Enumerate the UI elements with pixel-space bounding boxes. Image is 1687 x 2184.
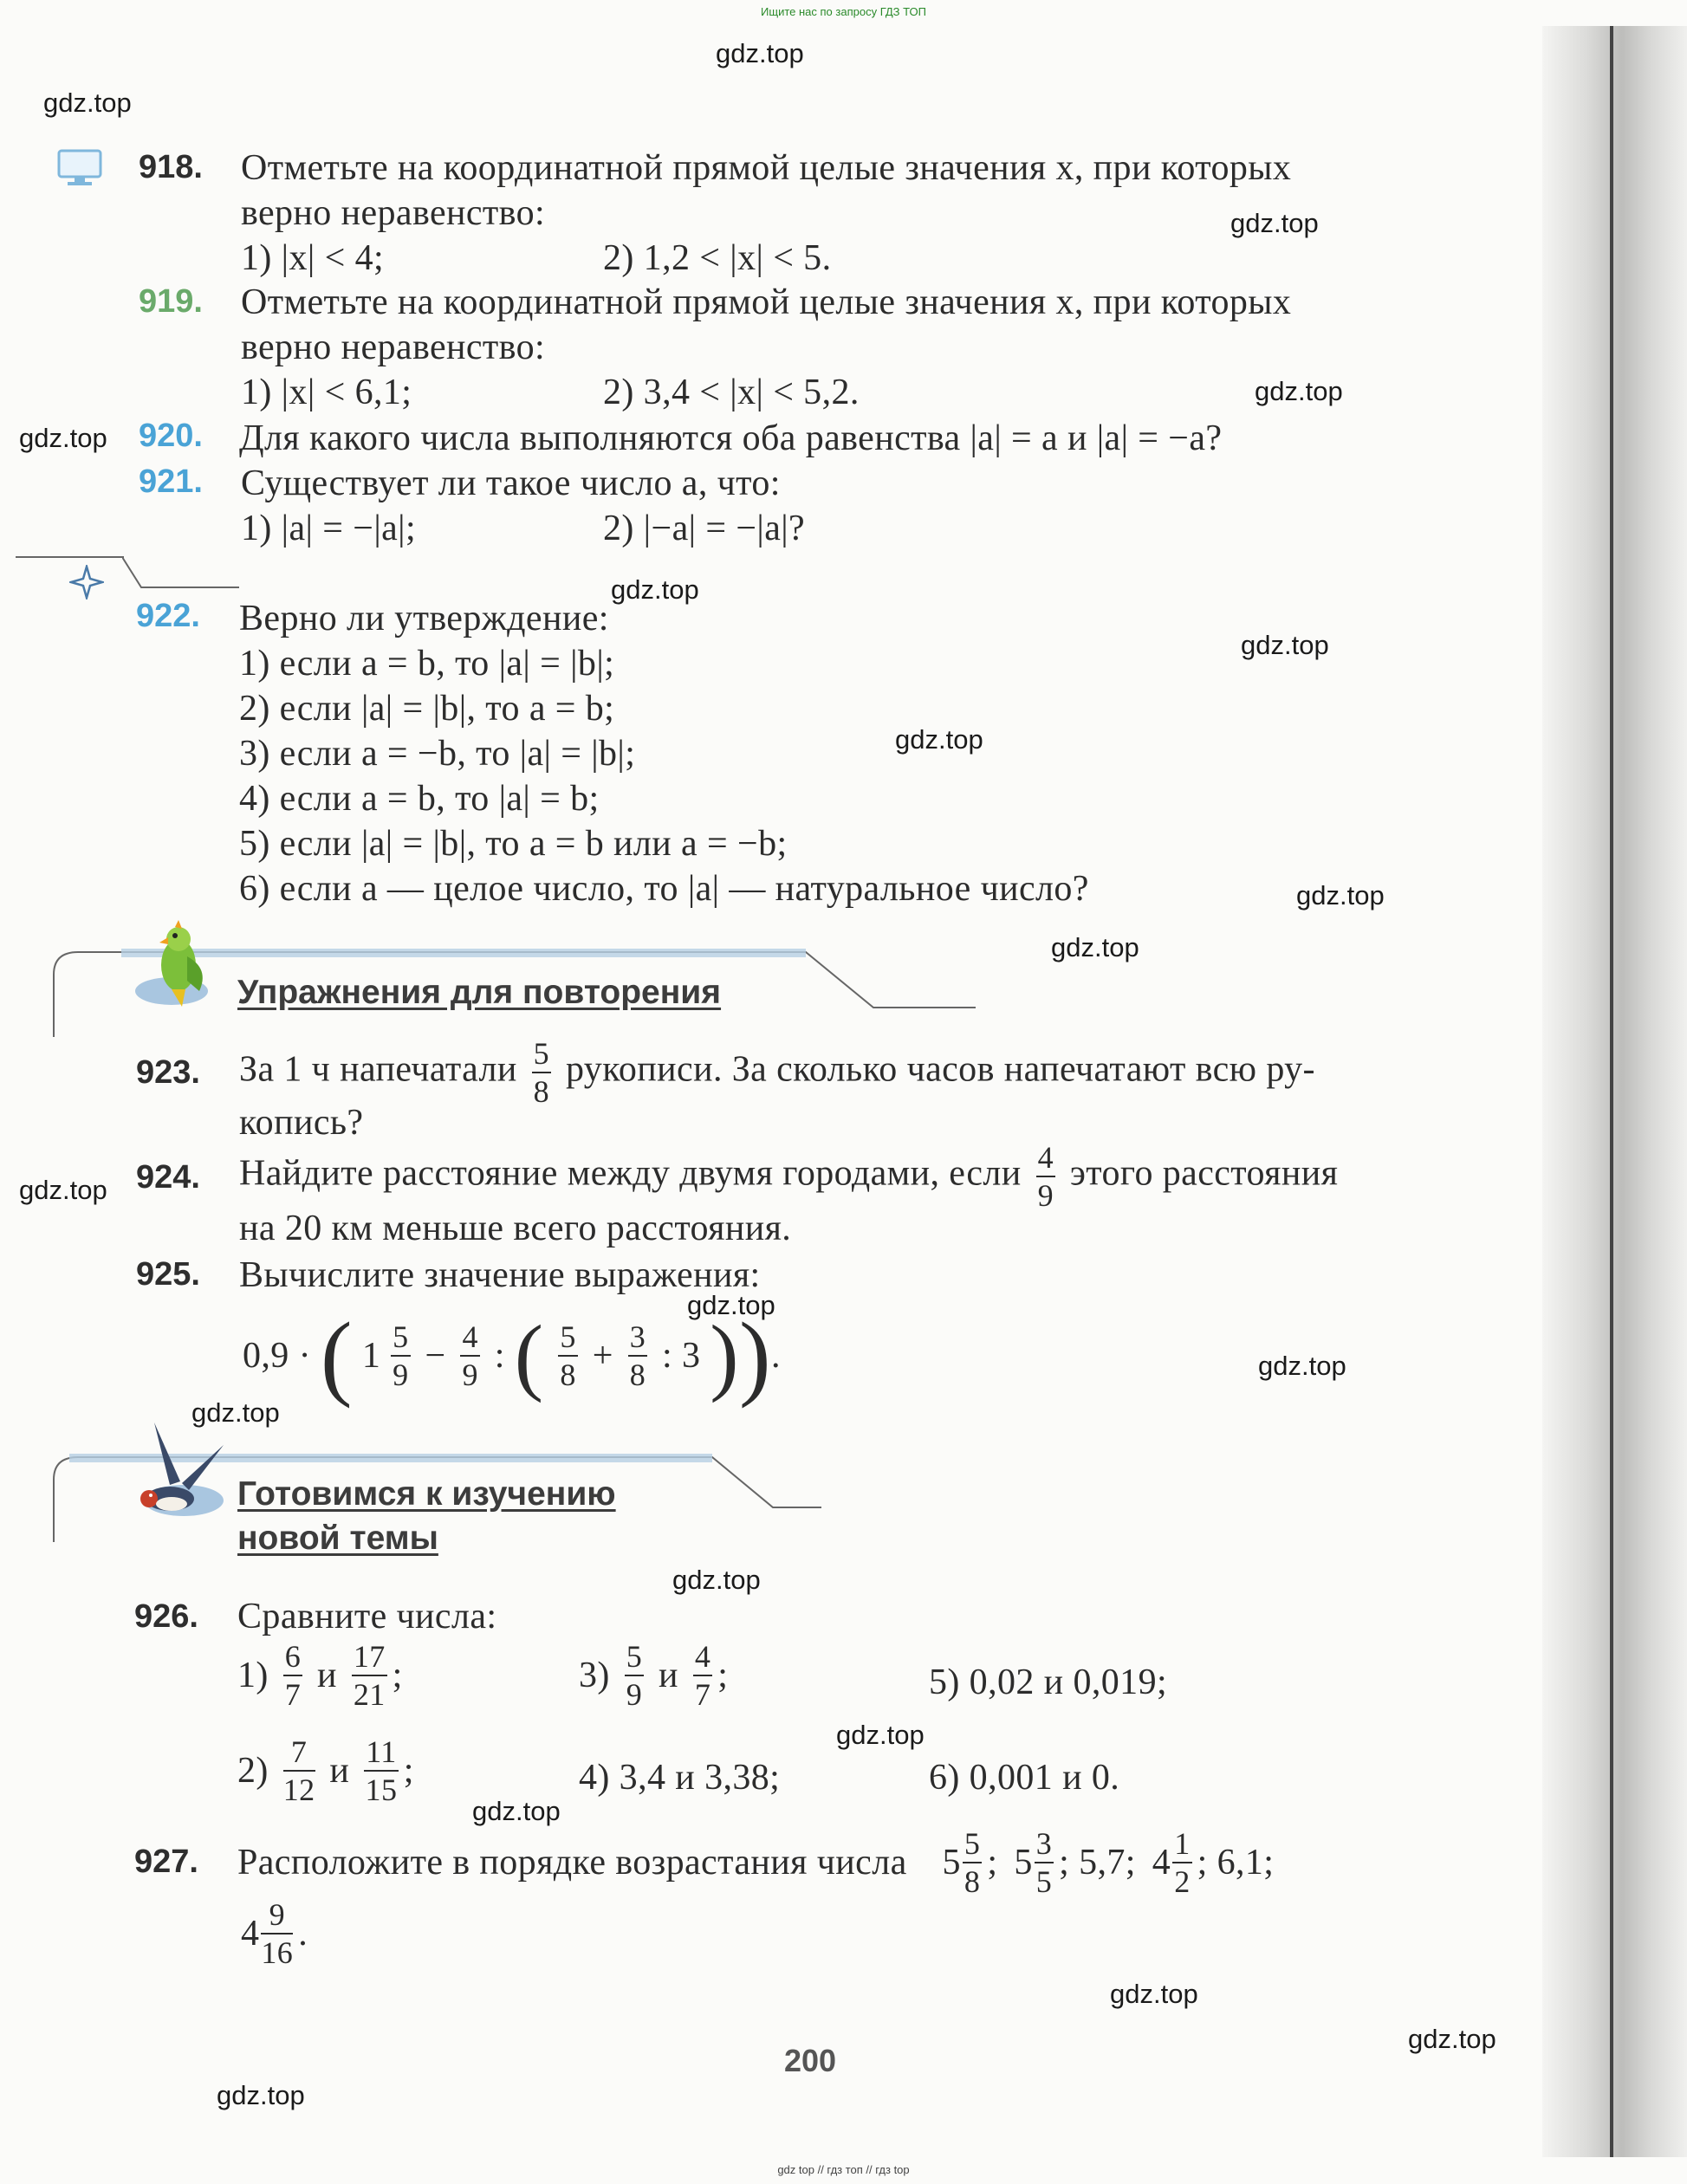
p922-item: 4) если a = b, то |a| = b;	[239, 779, 600, 819]
p923-line2: копись?	[239, 1103, 364, 1143]
p926-item2	[237, 1736, 414, 1805]
fraction-numerator: 4	[693, 1641, 712, 1676]
watermark: gdz.top	[43, 87, 132, 118]
fraction	[364, 1736, 398, 1805]
fraction	[1172, 1828, 1191, 1897]
section-heading-next-2: новой темы	[237, 1520, 438, 1557]
item-label: 1)	[237, 1656, 269, 1695]
fraction-numerator: 17	[352, 1641, 387, 1676]
problem-number-927: 927.	[134, 1844, 198, 1880]
problem-number-919: 919.	[139, 283, 203, 320]
p919-line1: Отметьте на координатной прямой целые значения x, при которых	[241, 282, 1292, 322]
fraction-denominator: 9	[393, 1358, 409, 1392]
fraction-denominator: 7	[694, 1677, 711, 1712]
p924-pre: Найдите расстояние между двумя городами, если	[239, 1153, 1022, 1194]
p919-item2: 2) 3,4 < |x| < 5,2.	[603, 373, 860, 412]
expr-frac1	[391, 1321, 410, 1390]
p925-line1: Вычислите значение выражения:	[239, 1255, 761, 1295]
fraction-numerator: 4	[460, 1321, 479, 1357]
watermark: gdz.top	[672, 1565, 761, 1595]
paren-close: )	[738, 1303, 772, 1409]
watermark: gdz.top	[472, 1796, 561, 1826]
header-note: Ищите нас по запросу ГДЗ ТОП	[761, 5, 926, 18]
section-heading-next-1: Готовимся к изучению	[237, 1475, 616, 1513]
watermark: gdz.top	[895, 724, 983, 755]
fraction-denominator: 8	[533, 1074, 550, 1109]
conjunction: и	[317, 1656, 337, 1695]
paren-open: (	[320, 1303, 353, 1409]
p926-item4: 4) 3,4 и 3,38;	[579, 1758, 781, 1798]
expr-frac3	[558, 1321, 577, 1390]
punct: ;	[403, 1751, 414, 1791]
punct: ; 5,7;	[1059, 1843, 1136, 1883]
watermark: gdz.top	[611, 574, 699, 605]
fraction-denominator: 9	[462, 1358, 478, 1392]
p923-line1	[239, 1038, 1315, 1107]
fraction	[352, 1641, 387, 1710]
problem-number-923: 923.	[136, 1054, 200, 1091]
p922-item: 1) если a = b, то |a| = |b|;	[239, 644, 615, 684]
problem-number-920: 920.	[139, 418, 203, 454]
p926-item3	[579, 1641, 728, 1710]
fraction-numerator: 11	[364, 1736, 398, 1772]
fraction-denominator: 21	[353, 1677, 386, 1712]
fraction-numerator: 5	[963, 1828, 982, 1863]
watermark: gdz.top	[1110, 1979, 1198, 2009]
fraction-denominator: 8	[964, 1864, 981, 1899]
p922-item: 6) если a — целое число, то |a| — натуральное число?	[239, 869, 1089, 909]
expr-plus: +	[592, 1336, 613, 1376]
expr-colon: :	[494, 1336, 505, 1376]
p927-line2	[241, 1899, 308, 1968]
watermark: gdz.top	[1258, 1351, 1346, 1381]
expr-end: .	[771, 1336, 781, 1376]
fraction-denominator: 9	[1037, 1178, 1054, 1213]
problem-number-925: 925.	[136, 1256, 200, 1293]
fraction-numerator: 5	[625, 1641, 644, 1676]
fraction	[1035, 1828, 1054, 1897]
p921-line1: Существует ли такое число a, что:	[241, 463, 781, 503]
problem-number-922: 922.	[136, 598, 200, 634]
footer-note: gdz top // гдз топ // гдз top	[777, 2163, 910, 2176]
mixed-whole: 4	[1152, 1843, 1171, 1883]
watermark: gdz.top	[1255, 376, 1343, 406]
fraction-numerator: 3	[628, 1321, 647, 1357]
p926-line1: Сравните числа:	[237, 1597, 497, 1636]
watermark: gdz.top	[716, 38, 804, 68]
paren-open-inner: (	[514, 1307, 544, 1403]
p918-item1: 1) |x| < 4;	[241, 238, 385, 278]
watermark: gdz.top	[1408, 2024, 1496, 2054]
p920-line1: Для какого числа выполняются оба равенства |a| = a и |a| = −a?	[239, 418, 1223, 458]
p918-line2: верно неравенство:	[241, 193, 546, 233]
expr-lead: 0,9 ·	[243, 1336, 311, 1376]
fraction-denominator: 16	[261, 1935, 294, 1970]
fraction-numerator: 3	[1035, 1828, 1054, 1863]
p919-line2: верно неравенство:	[241, 327, 546, 367]
mixed-whole: 5	[1014, 1843, 1033, 1883]
fraction-denominator: 5	[1035, 1864, 1053, 1899]
page-number: 200	[783, 2043, 837, 2078]
fraction-numerator: 4	[1036, 1142, 1055, 1177]
divider-line	[16, 556, 124, 558]
swallow-icon	[130, 1421, 230, 1525]
p926-item5: 5) 0,02 и 0,019;	[929, 1662, 1168, 1702]
mixed-whole: 5	[942, 1843, 961, 1883]
p922-item: 5) если |a| = |b|, то a = b или a = −b;	[239, 824, 788, 864]
watermark: gdz.top	[19, 1175, 107, 1205]
expr-div3: : 3	[662, 1336, 701, 1376]
conjunction: и	[659, 1656, 678, 1695]
watermark: gdz.top	[1051, 932, 1139, 962]
star-icon	[69, 565, 104, 604]
watermark: gdz.top	[687, 1290, 775, 1320]
fraction-numerator: 9	[261, 1899, 293, 1934]
p924-post: этого расстояния	[1069, 1153, 1339, 1194]
p926-item6: 6) 0,001 и 0.	[929, 1758, 1120, 1798]
fraction-numerator: 5	[391, 1321, 410, 1357]
expr-whole: 1	[361, 1336, 381, 1376]
fraction-numerator: 5	[558, 1321, 577, 1357]
punct: ;	[392, 1656, 403, 1695]
section-heading-repeat: Упражнения для повторения	[237, 974, 722, 1011]
fraction	[693, 1641, 712, 1710]
punct: ; 6,1;	[1197, 1843, 1275, 1883]
watermark: gdz.top	[1230, 208, 1319, 238]
fraction	[963, 1828, 982, 1897]
fraction	[261, 1899, 293, 1968]
p924-line1	[239, 1142, 1338, 1211]
fraction-denominator: 2	[1174, 1864, 1191, 1899]
p918-item2: 2) 1,2 < |x| < 5.	[603, 238, 832, 278]
watermark: gdz.top	[19, 423, 107, 453]
p924-fraction	[1036, 1142, 1055, 1211]
p922-item: 3) если a = −b, то |a| = |b|;	[239, 734, 636, 774]
fraction-numerator: 6	[283, 1641, 302, 1676]
fraction-numerator: 5	[532, 1038, 551, 1073]
fraction-numerator: 7	[283, 1736, 315, 1772]
item-label: 3)	[579, 1656, 610, 1695]
p922-item: 2) если |a| = |b|, то a = b;	[239, 689, 615, 729]
p922-line1: Верно ли утверждение:	[239, 599, 609, 638]
page-spine	[1542, 26, 1687, 2157]
fraction-denominator: 9	[626, 1677, 643, 1712]
punct: ;	[717, 1656, 729, 1695]
fraction-numerator: 1	[1172, 1828, 1191, 1863]
p927-pre: Расположите в порядке возрастания числа	[237, 1843, 907, 1883]
problem-number-921: 921.	[139, 463, 203, 500]
expr-frac4	[628, 1321, 647, 1390]
p926-item1	[237, 1641, 403, 1710]
expr-frac2	[460, 1321, 479, 1390]
problem-number-918: 918.	[139, 149, 203, 185]
watermark: gdz.top	[1296, 880, 1385, 911]
watermark: gdz.top	[836, 1720, 925, 1750]
monitor-icon	[55, 147, 104, 193]
p921-item2: 2) |−a| = −|a|?	[603, 509, 806, 548]
item-label: 2)	[237, 1751, 269, 1791]
parrot-icon	[130, 917, 225, 1016]
conjunction: и	[329, 1751, 350, 1791]
fraction-denominator: 8	[560, 1358, 576, 1392]
problem-number-926: 926.	[134, 1598, 198, 1635]
watermark: gdz.top	[217, 2080, 305, 2110]
watermark: gdz.top	[1241, 630, 1329, 660]
fraction-denominator: 15	[365, 1772, 398, 1807]
fraction-denominator: 7	[284, 1677, 302, 1712]
expr-minus: −	[425, 1336, 446, 1376]
mixed-whole: 4	[241, 1914, 260, 1954]
p919-item1: 1) |x| < 6,1;	[241, 373, 412, 412]
punct: .	[298, 1914, 308, 1954]
fraction	[283, 1736, 315, 1805]
p918-line1: Отметьте на координатной прямой целые значения x, при которых	[241, 148, 1292, 188]
p924-line2: на 20 км меньше всего расстояния.	[239, 1209, 792, 1248]
p921-item1: 1) |a| = −|a|;	[241, 509, 417, 548]
fraction	[625, 1641, 644, 1710]
problem-number-924: 924.	[136, 1159, 200, 1196]
spine-line	[1610, 26, 1613, 2157]
p927-line1	[237, 1828, 1274, 1897]
p923-post: рукописи. За сколько часов напечатают всю ру-	[565, 1049, 1315, 1090]
fraction	[283, 1641, 302, 1710]
p923-pre: За 1 ч напечатали	[239, 1049, 517, 1090]
fraction-denominator: 8	[629, 1358, 646, 1392]
p923-fraction	[532, 1038, 551, 1107]
watermark: gdz.top	[191, 1397, 280, 1428]
paren-close-inner: )	[710, 1307, 739, 1403]
punct: ;	[987, 1843, 998, 1883]
fraction-denominator: 12	[282, 1772, 315, 1807]
divider-slope	[122, 556, 243, 595]
